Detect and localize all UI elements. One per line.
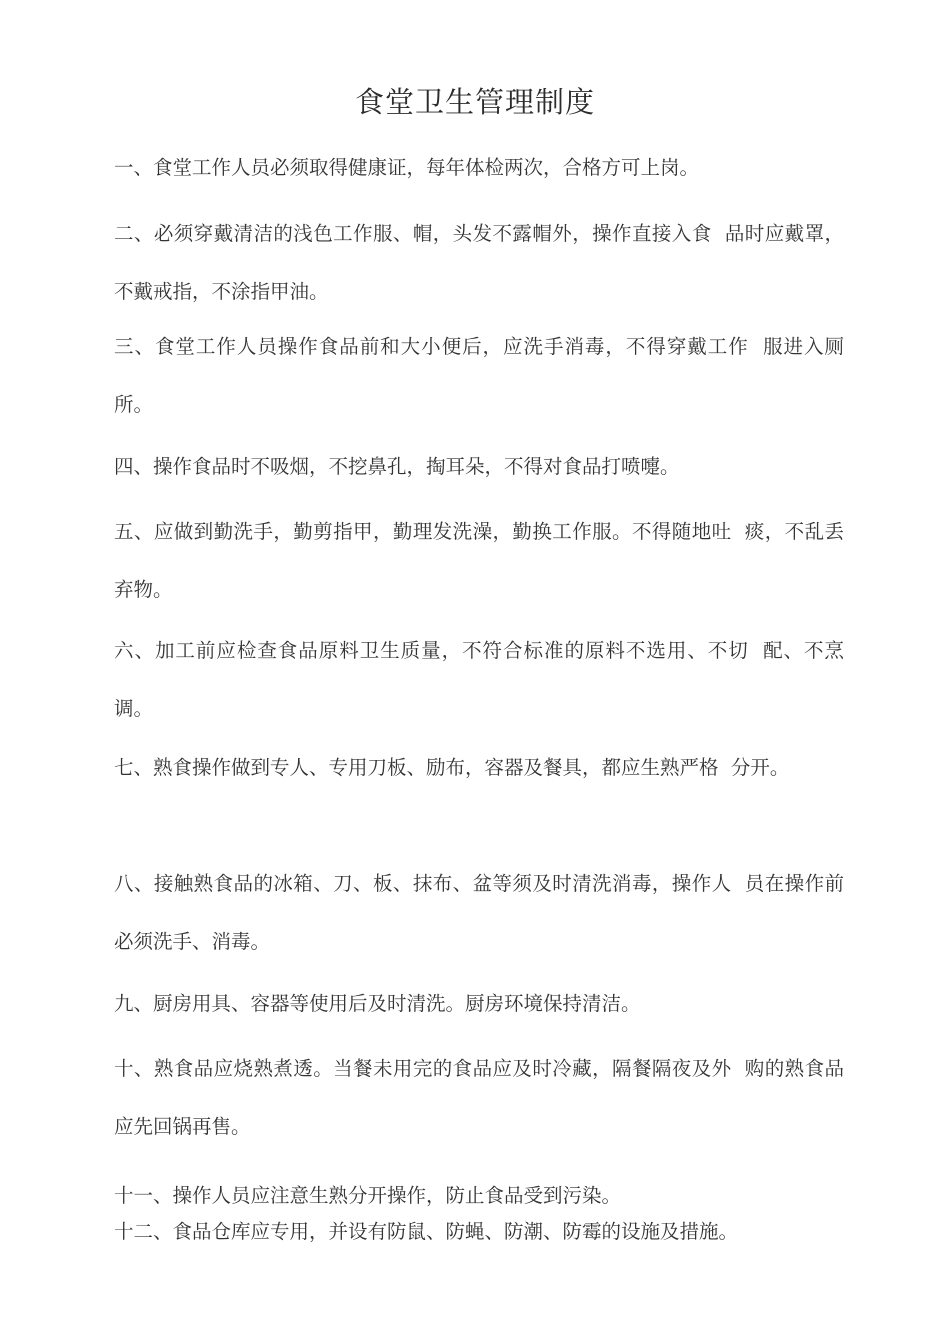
paragraph-1: 一、食堂工作人员必须取得健康证，每年体检两次，合格方可上岗。 (114, 156, 700, 179)
document-title: 食堂卫生管理制度 (354, 85, 595, 119)
paragraph-10: 十、熟食品应烧熟煮透。当餐未用完的食品应及时冷藏，隔餐隔夜及外 购的熟食品应先回锅再售。 (114, 1057, 844, 1138)
paragraph-11: 十一、操作人员应注意生熟分开操作，防止食品受到污染。 (114, 1184, 622, 1207)
paragraph-5: 五、应做到勤洗手，勤剪指甲，勤理发洗澡，勤换工作服。不得随地吐 痰，不乱丢弃物。 (114, 520, 844, 601)
paragraph-6: 六、加工前应检查食品原料卫生质量，不符合标准的原料不选用、不切 配、不烹调。 (114, 639, 844, 720)
paragraph-7: 七、熟食操作做到专人、专用刀板、励布，容器及餐具，都应生熟严格 分开。 (114, 756, 790, 779)
paragraph-4: 四、操作食品时不吸烟，不挖鼻孔，掏耳朵，不得对食品打喷嚏。 (114, 455, 680, 478)
paragraph-3: 三、食堂工作人员操作食品前和大小便后，应洗手消毒，不得穿戴工作 服进入厕所。 (114, 335, 844, 416)
paragraph-2: 二、必须穿戴清洁的浅色工作服、帽，头发不露帽外，操作直接入食 品时应戴罩，不戴戒指，不涂指甲油。 (114, 222, 844, 303)
paragraph-8: 八、接触熟食品的冰箱、刀、板、抹布、盆等须及时清洗消毒，操作人 员在操作前必须洗手、消毒。 (114, 872, 844, 953)
paragraph-9: 九、厨房用具、容器等使用后及时清洗。厨房环境保持清洁。 (114, 992, 641, 1015)
paragraph-12: 十二、食品仓库应专用，并设有防鼠、防蝇、防潮、防霉的设施及措施。 (114, 1220, 739, 1243)
